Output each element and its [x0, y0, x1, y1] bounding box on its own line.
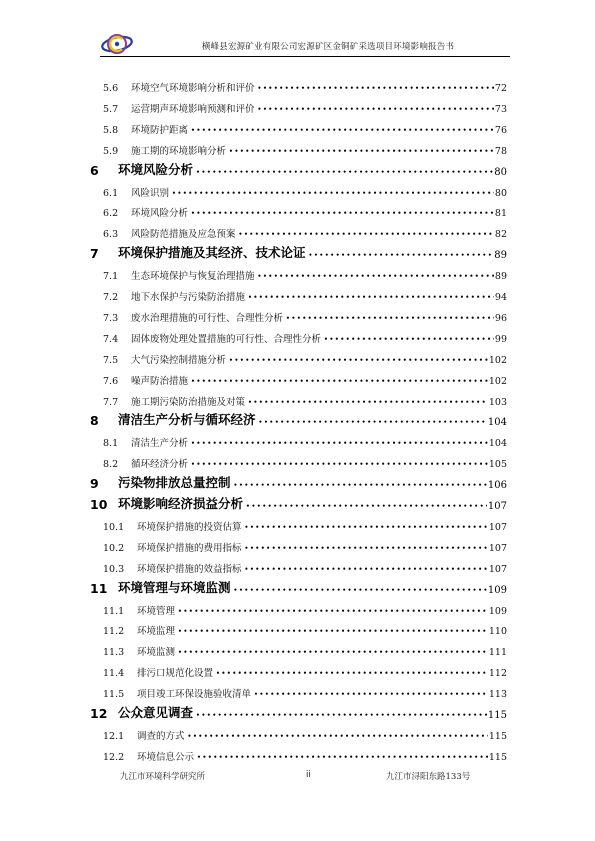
toc-section-row[interactable]	[103, 743, 507, 763]
toc-page-number: 109	[488, 605, 507, 617]
toc-page-number: 109	[487, 584, 507, 596]
toc-section-row[interactable]	[103, 429, 507, 449]
toc-number: 12.1	[103, 730, 125, 742]
toc-number: 6.2	[103, 208, 119, 220]
header-rule	[100, 56, 510, 57]
toc-number: 7.6	[103, 375, 119, 387]
toc-number: 8.2	[103, 459, 119, 471]
toc-title: 生态环境保护与恢复治理措施	[131, 271, 255, 283]
toc-page-number: 104	[488, 438, 507, 450]
toc-page-number: 115	[487, 710, 507, 721]
toc-page-number: 104	[487, 417, 507, 429]
toc-leader-dots	[254, 691, 488, 698]
toc-section-row[interactable]	[103, 617, 507, 637]
toc-section-row[interactable]	[103, 680, 507, 700]
toc-section-row[interactable]	[103, 638, 507, 658]
toc-section-row[interactable]	[103, 74, 507, 94]
toc-leader-dots	[248, 294, 494, 301]
toc-number: 5.8	[103, 124, 119, 136]
toc-number: 8	[90, 413, 99, 429]
toc-leader-dots	[245, 524, 488, 531]
toc-page-number: 107	[487, 501, 507, 512]
toc-title: 施工期的环境影响分析	[131, 145, 227, 157]
toc-page-number: 107	[488, 542, 507, 554]
toc-leader-dots	[178, 649, 488, 656]
toc-section-row[interactable]	[103, 262, 507, 282]
toc-number: 7.4	[103, 333, 119, 345]
toc-chapter-row[interactable]	[90, 492, 507, 512]
toc-title: 环境风险分析	[131, 208, 189, 220]
toc-number: 7.2	[103, 292, 119, 303]
toc-number: 10.1	[103, 521, 125, 533]
toc-title: 环境管理	[137, 605, 176, 617]
toc-title: 风险识别	[131, 187, 170, 199]
toc-title: 环境监测	[137, 647, 176, 659]
toc-leader-dots	[178, 608, 488, 615]
toc-page-number: 107	[488, 563, 507, 575]
toc-section-row[interactable]	[103, 304, 507, 324]
toc-number: 11.5	[103, 689, 125, 701]
toc-leader-dots	[259, 419, 487, 426]
toc-section-row[interactable]	[103, 220, 507, 240]
toc-number: 6	[90, 162, 99, 178]
toc-leader-dots	[246, 503, 487, 510]
toc-number: 11.4	[103, 668, 125, 680]
toc-title: 环境防护距离	[131, 124, 189, 136]
toc-title: 废水治理措施的可行性、合理性分析	[131, 312, 284, 324]
footer-page-number: ii	[306, 770, 311, 780]
toc-number: 6.3	[103, 229, 119, 241]
toc-number: 11.3	[103, 647, 125, 659]
toc-page-number: 89	[494, 271, 507, 283]
toc-title: 风险防范措施及应急预案	[131, 229, 236, 241]
toc-number: 8.1	[103, 438, 119, 450]
toc-page-number: 99	[494, 333, 507, 345]
footer-institute: 九江市环境科学研究所	[120, 772, 206, 782]
toc-leader-dots	[239, 231, 494, 238]
toc-leader-dots	[245, 545, 488, 552]
toc-title: 排污口规范化设置	[137, 668, 214, 680]
toc-title: 环境信息公示	[137, 751, 195, 763]
toc-page-number: 82	[494, 229, 507, 241]
toc-section-row[interactable]	[103, 179, 507, 199]
toc-section-row[interactable]	[103, 137, 507, 157]
toc-number: 10.2	[103, 542, 125, 554]
toc-leader-dots	[197, 754, 488, 761]
toc-leader-dots	[309, 252, 494, 259]
toc-title: 环境保护措施的效益指标	[137, 563, 242, 575]
toc-page-number: 113	[488, 689, 507, 701]
toc-page-number: 96	[494, 312, 507, 324]
toc-title: 环境风险分析	[118, 161, 194, 177]
toc-page-number: 106	[487, 480, 507, 492]
toc-section-row[interactable]	[103, 116, 507, 136]
toc-title: 污染物排放总量控制	[118, 475, 231, 491]
toc-title: 环境管理与环境监测	[118, 579, 231, 595]
toc-leader-dots	[245, 566, 488, 573]
toc-number: 5.9	[103, 145, 119, 157]
toc-page-number: 94	[494, 292, 507, 303]
page-footer	[0, 764, 595, 784]
toc-leader-dots	[191, 378, 488, 385]
toc-title: 大气污染控制措施分析	[131, 354, 227, 366]
toc-leader-dots	[191, 210, 494, 217]
toc-section-row[interactable]	[103, 513, 507, 533]
toc-leader-dots	[172, 190, 494, 197]
toc-number: 11.1	[103, 605, 125, 617]
toc-section-row[interactable]	[103, 597, 507, 617]
toc-page-number: 115	[488, 751, 507, 763]
toc-leader-dots	[286, 315, 494, 322]
toc-chapter-row[interactable]	[90, 576, 507, 596]
toc-title: 固体废物处理处置措施的可行性、合理性分析	[131, 333, 322, 345]
toc-leader-dots	[258, 106, 494, 113]
toc-number: 11.2	[103, 626, 125, 638]
toc-leader-dots	[191, 440, 488, 447]
toc-number: 7.3	[103, 312, 119, 324]
footer-address: 九江市浔阳东路133号	[386, 772, 471, 782]
toc-title: 环境监理	[137, 626, 176, 638]
toc-section-row[interactable]	[103, 367, 507, 387]
toc-page-number: 102	[488, 354, 507, 366]
toc-leader-dots	[196, 169, 493, 176]
toc-section-row[interactable]	[103, 325, 507, 345]
toc-chapter-row[interactable]	[90, 701, 507, 721]
toc-page-number: 76	[494, 124, 507, 136]
toc-title: 项目竣工环保设施验收清单	[137, 689, 252, 701]
toc-chapter-row[interactable]	[90, 158, 507, 178]
toc-title: 环境保护措施的投资估算	[137, 521, 242, 533]
toc-number: 12.2	[103, 751, 125, 763]
toc-number: 10.3	[103, 563, 125, 575]
toc-chapter-row[interactable]	[90, 471, 507, 491]
toc-title: 环境空气环境影响分析和评价	[131, 83, 255, 94]
toc-section-row[interactable]	[103, 534, 507, 554]
toc-number: 7	[90, 246, 99, 262]
toc-title: 噪声防治措施	[131, 375, 189, 387]
toc-title: 公众意见调查	[118, 705, 194, 720]
toc-leader-dots	[248, 399, 488, 406]
toc-title: 清洁生产分析与循环经济	[118, 412, 256, 428]
toc-leader-dots	[258, 273, 494, 280]
toc-leader-dots	[229, 148, 494, 155]
toc-number: 9	[90, 476, 99, 492]
toc-leader-dots	[234, 482, 487, 489]
report-title: 横峰县宏源矿业有限公司宏源矿区金铜矿采选项目环境影响报告书	[201, 42, 455, 52]
toc-title: 环境保护措施的费用指标	[137, 542, 242, 554]
toc-leader-dots	[191, 127, 494, 134]
toc-page-number: 81	[494, 208, 507, 220]
toc-section-row[interactable]	[103, 722, 507, 742]
toc-section-row[interactable]	[103, 283, 507, 303]
toc-section-row[interactable]	[103, 199, 507, 219]
toc-section-row[interactable]	[103, 659, 507, 679]
toc-number: 5.6	[103, 83, 119, 94]
toc-leader-dots	[324, 336, 494, 343]
toc-number: 7.1	[103, 271, 119, 283]
toc-leader-dots	[191, 461, 488, 468]
toc-page-number: 111	[488, 647, 507, 659]
page-header	[0, 0, 595, 62]
toc-page-number: 72	[494, 83, 507, 94]
toc-number: 7.5	[103, 354, 119, 366]
toc-page-number: 102	[488, 375, 507, 387]
toc-leader-dots	[178, 628, 488, 635]
toc-title: 环境影响经济损益分析	[118, 496, 244, 511]
toc-leader-dots	[188, 733, 488, 740]
toc-number: 7.7	[103, 396, 119, 408]
toc-leader-dots	[196, 712, 487, 719]
toc-title: 地下水保护与污染防治措施	[131, 292, 246, 303]
toc-title: 施工期污染防治措施及对策	[131, 396, 246, 408]
toc-page-number: 73	[494, 103, 507, 115]
toc-title: 运营期声环境影响预测和评价	[131, 103, 255, 115]
toc-section-row[interactable]	[103, 95, 507, 115]
toc-leader-dots	[234, 587, 487, 594]
toc-title: 环境保护措施及其经济、技术论证	[118, 245, 306, 261]
toc-page-number: 112	[488, 668, 507, 680]
toc-section-row[interactable]	[103, 346, 507, 366]
toc-chapter-row[interactable]	[90, 408, 507, 428]
toc-page-number: 78	[494, 145, 507, 157]
toc-leader-dots	[229, 357, 488, 364]
toc-page-number: 80	[494, 187, 507, 199]
toc-number: 11	[90, 580, 108, 596]
toc-section-row[interactable]	[103, 555, 507, 575]
toc-leader-dots	[216, 670, 488, 677]
toc-page-number: 103	[488, 396, 507, 408]
toc-title: 清洁生产分析	[131, 438, 189, 450]
toc-number: 6.1	[103, 187, 119, 199]
toc-page-number: 110	[488, 626, 507, 638]
toc-chapter-row[interactable]	[90, 241, 507, 261]
toc-section-row[interactable]	[103, 450, 507, 470]
toc-title: 调查的方式	[137, 730, 185, 742]
toc-number: 10	[90, 497, 108, 512]
toc-page-number: 89	[494, 250, 507, 262]
toc-number: 5.7	[103, 103, 119, 115]
toc-title: 循环经济分析	[131, 459, 189, 471]
toc-page-number: 105	[488, 459, 507, 471]
institute-logo-icon	[100, 32, 134, 56]
toc-leader-dots	[258, 85, 494, 92]
toc-page-number: 115	[488, 730, 507, 742]
toc-number: 12	[90, 706, 108, 721]
toc-page-number: 80	[494, 166, 507, 178]
toc-section-row[interactable]	[103, 388, 507, 408]
toc-page-number: 107	[488, 521, 507, 533]
